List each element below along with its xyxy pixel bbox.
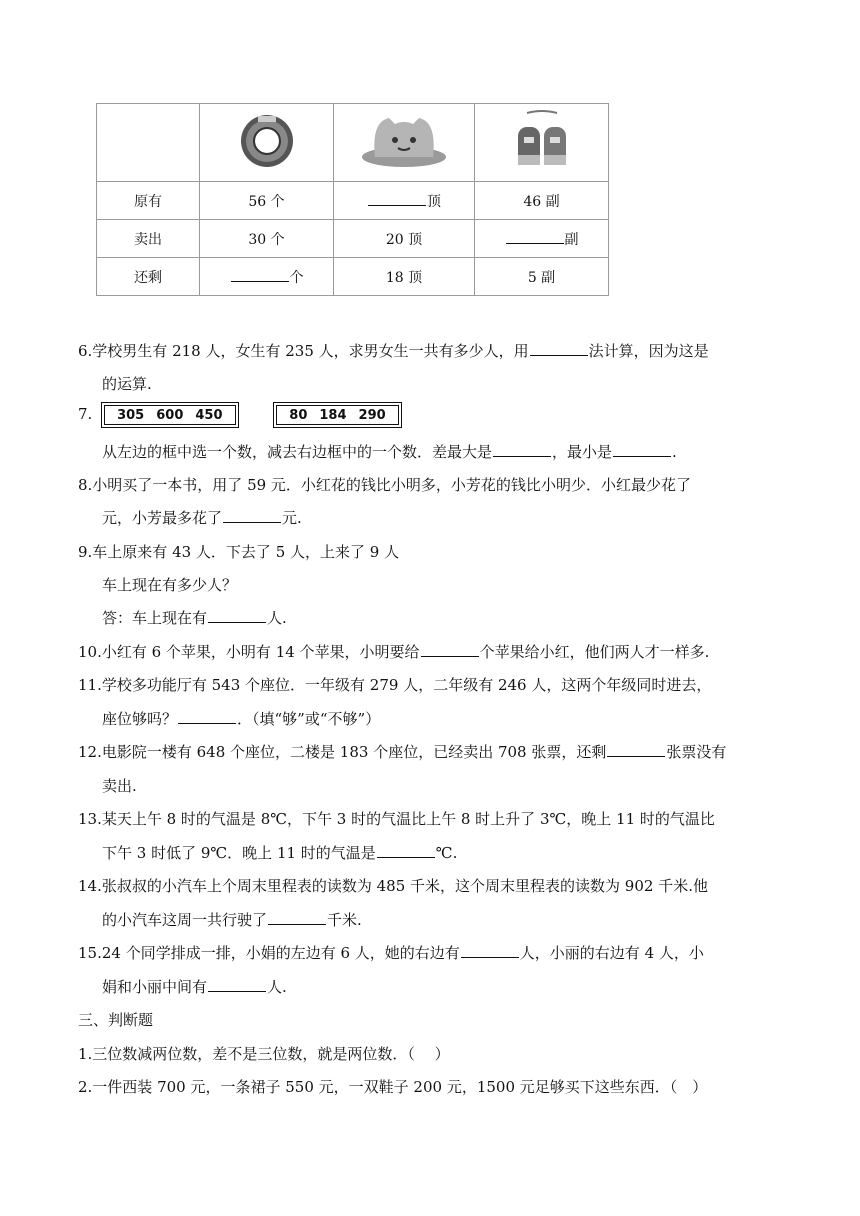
answer-blank[interactable] [231,280,289,282]
hat-cell [334,104,475,182]
answer-blank[interactable] [208,990,266,992]
judge-q2: 2.一件西装 700 元，一条裙子 550 元，一双鞋子 200 元，1500 元足够买下这些东西．（ ） [78,1078,708,1096]
answer-blank[interactable] [493,455,551,457]
swim-ring-cell [200,104,334,182]
q13-line1: 13.某天上午 8 时的气温是 8℃，下午 3 时的气温比上午 8 时上升了 3℃，晚上 11 时的气温比 [78,810,715,828]
q6-line1: 6.学校男生有 218 人，女生有 235 人，求男女生一共有多少人，用 法计算，因为这是 [78,342,709,360]
mittens-icon [512,109,572,173]
row-label: 卖出 [97,220,200,258]
cell-value: 18 顶 [334,258,475,296]
cell-value: 20 顶 [334,220,475,258]
q11-line1: 11.学校多功能厅有 543 个座位．一年级有 279 人，二年级有 246 人，这两个年级同时进去， [78,676,712,694]
answer-blank[interactable] [461,956,519,958]
table-row-original [97,182,609,220]
q12-line2: 卖出. [102,777,137,795]
answer-blank[interactable] [208,621,266,623]
table-row-remaining [97,258,609,296]
answer-blank[interactable] [613,455,671,457]
q14-line1: 14.张叔叔的小汽车上个周末里程表的读数为 485 千米，这个周末里程表的读数为 902 千米.他 [78,877,708,895]
q11-line2: 座位够吗？ ．（填“够”或“不够”） [102,710,381,728]
q8-line1: 8.小明买了一本书，用了 59 元．小红花的钱比小明多，小芳花的钱比小明少．小红最少花了 [78,476,691,494]
cell-blank: 副 [475,220,609,258]
q8-line2: 元，小芳最多花了 元. [102,509,302,527]
section-heading: 三、判断题 [78,1011,154,1029]
answer-blank[interactable] [377,856,435,858]
row-label: 还剩 [97,258,200,296]
cell-value: 5 副 [475,258,609,296]
answer-blank[interactable] [530,354,588,356]
q12-line1: 12.电影院一楼有 648 个座位，二楼是 183 个座位，已经卖出 708 张票，还剩 张票没有 [78,743,727,761]
q6-line2: 的运算. [102,375,152,393]
q7-line2: 从左边的框中选一个数，减去右边框中的一个数．差最大是 ，最小是 . [102,443,677,461]
left-number-box: 305 600 450 [101,402,238,428]
answer-blank[interactable] [223,521,281,523]
table-image-row [97,104,609,182]
table-row-sold [97,220,609,258]
row-label: 原有 [97,182,200,220]
right-number-box: 80 184 290 [273,402,401,428]
answer-blank[interactable] [268,923,326,925]
answer-blank[interactable] [421,655,479,657]
answer-blank[interactable] [506,242,564,244]
q10-line1: 10.小红有 6 个苹果，小明有 14 个苹果，小明要给 个苹果给小红，他们两人才一样多. [78,643,710,661]
q9-line2: 车上现在有多少人？ [102,576,238,594]
q13-line2: 下午 3 时低了 9℃．晚上 11 时的气温是 ℃. [102,844,458,862]
q15-line2: 娟和小丽中间有 人. [102,978,287,996]
q15-line1: 15.24 个同学排成一排，小娟的左边有 6 人，她的右边有 人，小丽的右边有 4 人，小 [78,944,704,962]
answer-blank[interactable] [178,722,236,724]
cell-value: 46 副 [475,182,609,220]
q9-line1: 9.车上原来有 43 人．下去了 5 人，上来了 9 人 [78,543,400,561]
cell-value: 30 个 [200,220,334,258]
cell-blank: 顶 [334,182,475,220]
answer-blank[interactable] [368,204,426,206]
cell-value: 56 个 [200,182,334,220]
q14-line2: 的小汽车这周一共行驶了 千米. [102,911,362,929]
hat-icon [361,112,447,170]
goods-table [96,103,609,296]
answer-blank[interactable] [607,755,665,757]
q7-line1: 7. 305 600 450 80 184 290 [78,402,402,428]
q9-line3: 答：车上现在有 人. [102,609,287,627]
mittens-cell [475,104,609,182]
swim-ring-icon [238,112,296,170]
judge-q1: 1.三位数减两位数，差不是三位数，就是两位数．（ ） [78,1045,450,1063]
cell-blank: 个 [200,258,334,296]
table-corner-cell [97,104,200,182]
